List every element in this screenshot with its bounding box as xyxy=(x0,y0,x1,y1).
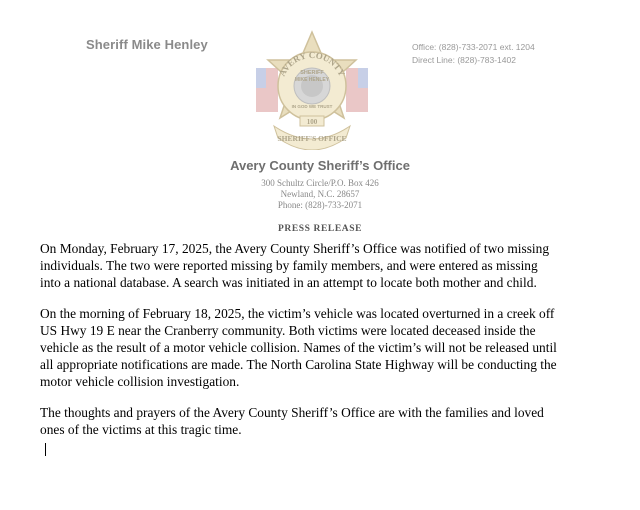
paragraph-1 xyxy=(40,240,610,291)
badge-motto: IN GOD WE TRUST xyxy=(291,104,333,109)
paragraph-line: ones of the victims at this tragic time. xyxy=(40,422,242,437)
paragraph-line: all appropriate notifications are made. The North Carolina State Highway will be conducting the xyxy=(40,357,557,372)
paragraph-2 xyxy=(40,305,610,390)
paragraph-line: On the morning of February 18, 2025, the victim’s vehicle was located overturned in a creek off xyxy=(40,306,555,321)
office-title: Avery County Sheriff’s Office xyxy=(230,158,410,173)
office-phone: Office: (828)-733-2071 ext. 1204 xyxy=(412,42,535,52)
paragraph-line: into a national database. A search was initiated in an attempt to locate both mother and child. xyxy=(40,275,537,290)
sheriff-name: Sheriff Mike Henley xyxy=(86,37,208,52)
text-cursor[interactable] xyxy=(45,443,46,456)
badge-bottom-text: SHERIFF'S OFFICE xyxy=(277,134,347,143)
paragraph-line: US Hwy 19 E near the Cranberry community. Both victims were located deceased inside the xyxy=(40,323,536,338)
direct-line: Direct Line: (828)-783-1402 xyxy=(412,55,516,65)
contact-block xyxy=(412,41,535,67)
office-address-line2: Newland, N.C. 28657 xyxy=(280,189,360,199)
badge-number: 100 xyxy=(306,118,318,126)
sheriff-badge-icon xyxy=(252,30,372,150)
paragraph-line: vehicle as the result of a motor vehicle collision. Names of the victim’s will not be released until xyxy=(40,340,557,355)
badge-top-text: AVERY COUNTY xyxy=(276,49,348,78)
paragraph-3 xyxy=(40,404,610,438)
office-phone-line: Phone: (828)-733-2071 xyxy=(277,200,363,210)
office-address-line1: 300 Schultz Circle/P.O. Box 426 xyxy=(261,178,379,188)
paragraph-line: The thoughts and prayers of the Avery County Sheriff’s Office are with the families and loved xyxy=(40,405,544,420)
paragraph-line: On Monday, February 17, 2025, the Avery County Sheriff’s Office was notified of two missing xyxy=(40,241,550,256)
paragraph-line: motor vehicle collision investigation. xyxy=(40,374,240,389)
press-release-label: PRESS RELEASE xyxy=(277,224,363,234)
badge-line2: MIKE HENLEY xyxy=(294,77,330,83)
paragraph-line: individuals. The two were reported missing by family members, and were entered as missing xyxy=(40,258,538,273)
badge-line1: SHERIFF xyxy=(300,70,324,76)
